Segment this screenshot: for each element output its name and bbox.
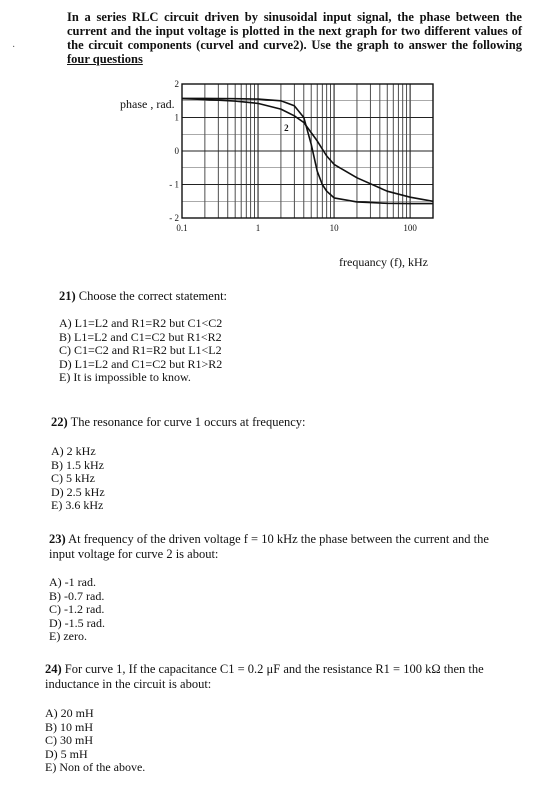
question-24-options <box>45 707 497 775</box>
y-tick-label: 0 <box>174 146 179 156</box>
x-tick-label: 0.1 <box>176 223 188 233</box>
question-21-title: 21) Choose the correct statement: <box>59 289 228 303</box>
x-axis-label: frequancy (f), kHz <box>339 255 428 269</box>
option-e: E) Non of the above. <box>45 760 146 774</box>
y-tick-label: - 1 <box>169 179 179 190</box>
option-b: B) 10 mH <box>45 719 93 734</box>
question-23-title: 23) At frequency of the driven voltage f = 10 kHz the phase between the current and the input voltage for curve 2 is about: <box>49 532 489 561</box>
x-tick-label: 100 <box>403 223 417 233</box>
stray-mark: · <box>12 42 16 53</box>
phase-frequency-chart <box>0 0 551 290</box>
question-23 <box>49 532 497 644</box>
x-tick-label: 1 <box>255 223 261 233</box>
question-21-options <box>59 317 529 385</box>
option-a: A) 20 mH <box>45 706 94 720</box>
series-label-curve-2: 2 <box>284 122 289 133</box>
y-axis-label: phase , rad. <box>120 97 175 111</box>
grid <box>182 84 433 218</box>
option-c: C) 30 mH <box>45 733 93 747</box>
intro-text: In a series RLC circuit driven by sinusoidal input signal, the phase between the current and the input voltage is plotted in the next graph for two different values of the circuit components (curvel and curve2). Use the graph to answer the following <box>67 10 522 52</box>
question-22-title: 22) The resonance for curve 1 occurs at frequency: <box>51 415 306 429</box>
option-d: D) 5 mH <box>45 746 88 761</box>
option-a: A) L1=L2 and R1=R2 but C1<C2 <box>59 316 223 330</box>
x-tick-label: 10 <box>329 223 339 233</box>
series-line-curve-1 <box>182 99 433 202</box>
question-23-options <box>49 576 497 644</box>
option-b: B) 1.5 kHz <box>51 457 104 472</box>
option-a: A) -1 rad. <box>49 575 96 589</box>
y-tick-label: 1 <box>174 112 179 123</box>
y-tick-label: 2 <box>174 79 179 89</box>
option-d: D) 2.5 kHz <box>51 484 105 499</box>
option-b: B) -0.7 rad. <box>49 588 105 603</box>
option-e: E) zero. <box>49 629 87 643</box>
option-d: D) L1=L2 and C1=C2 but R1>R2 <box>59 356 223 371</box>
option-c: C) C1=C2 and R1=R2 but L1<L2 <box>59 343 222 357</box>
intro-underlined: four questions <box>67 52 143 66</box>
question-24 <box>45 662 497 775</box>
question-22 <box>51 415 521 513</box>
option-e: E) 3.6 kHz <box>51 498 104 512</box>
question-21 <box>59 289 529 385</box>
option-c: C) 5 kHz <box>51 471 95 485</box>
option-b: B) L1=L2 and C1=C2 but R1<R2 <box>59 329 222 344</box>
question-24-title: 24) For curve 1, If the capacitance C1 = 0.2 μF and the resistance R1 = 100 kΩ then the inductance in the circuit is about: <box>45 662 484 691</box>
option-a: A) 2 kHz <box>51 444 96 458</box>
y-tick-label: - 2 <box>169 213 179 223</box>
question-22-options <box>51 445 521 513</box>
option-e: E) It is impossible to know. <box>59 370 191 384</box>
option-d: D) -1.5 rad. <box>49 615 105 630</box>
option-c: C) -1.2 rad. <box>49 602 105 616</box>
